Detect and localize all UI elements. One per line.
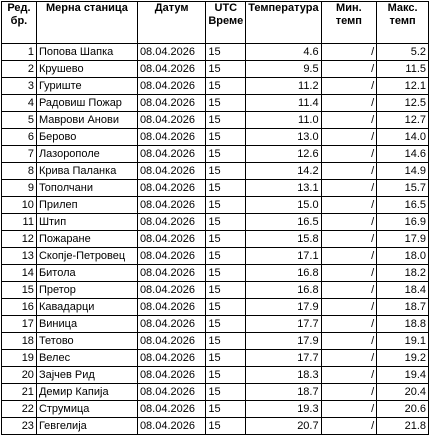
temperature-cell: 16.8 xyxy=(246,265,321,282)
utc-time-cell: 15 xyxy=(206,44,246,61)
table-row xyxy=(2,333,429,350)
utc-time-cell: 15 xyxy=(206,401,246,418)
min-temp-cell: / xyxy=(321,418,377,435)
row-number: 4 xyxy=(2,95,37,112)
station-name: Пожаране xyxy=(36,231,137,248)
utc-time-cell: 15 xyxy=(206,350,246,367)
station-name: Лазорополе xyxy=(36,146,137,163)
min-temp-cell: / xyxy=(321,333,377,350)
utc-time-cell: 15 xyxy=(206,146,246,163)
date-cell: 08.04.2026 xyxy=(137,384,205,401)
station-name: Гевгелија xyxy=(36,418,137,435)
row-number: 19 xyxy=(2,350,37,367)
max-temp-cell: 12.5 xyxy=(377,95,429,112)
max-temp-cell: 20.6 xyxy=(377,401,429,418)
row-number: 8 xyxy=(2,163,37,180)
max-temp-cell: 18.2 xyxy=(377,265,429,282)
min-temp-cell: / xyxy=(321,401,377,418)
date-cell: 08.04.2026 xyxy=(137,78,205,95)
utc-time-cell: 15 xyxy=(206,129,246,146)
table-row xyxy=(2,95,429,112)
min-temp-cell: / xyxy=(321,129,377,146)
min-temp-cell: / xyxy=(321,180,377,197)
table-row xyxy=(2,367,429,384)
row-number: 18 xyxy=(2,333,37,350)
header-min-temp: Мин. темп xyxy=(321,2,377,44)
min-temp-cell: / xyxy=(321,384,377,401)
date-cell: 08.04.2026 xyxy=(137,112,205,129)
max-temp-cell: 18.0 xyxy=(377,248,429,265)
date-cell: 08.04.2026 xyxy=(137,129,205,146)
row-number: 16 xyxy=(2,299,37,316)
row-number: 20 xyxy=(2,367,37,384)
min-temp-cell: / xyxy=(321,299,377,316)
max-temp-cell: 17.9 xyxy=(377,231,429,248)
utc-time-cell: 15 xyxy=(206,112,246,129)
table-row xyxy=(2,214,429,231)
utc-time-cell: 15 xyxy=(206,163,246,180)
utc-time-cell: 15 xyxy=(206,418,246,435)
row-number: 13 xyxy=(2,248,37,265)
row-number: 22 xyxy=(2,401,37,418)
station-name: Скопје-Петровец xyxy=(36,248,137,265)
max-temp-cell: 21.8 xyxy=(377,418,429,435)
date-cell: 08.04.2026 xyxy=(137,401,205,418)
row-number: 15 xyxy=(2,282,37,299)
table-row xyxy=(2,248,429,265)
utc-time-cell: 15 xyxy=(206,316,246,333)
temperature-cell: 11.4 xyxy=(246,95,321,112)
temperature-cell: 14.2 xyxy=(246,163,321,180)
min-temp-cell: / xyxy=(321,231,377,248)
header-temperature: Температура xyxy=(246,2,321,44)
row-number: 17 xyxy=(2,316,37,333)
utc-time-cell: 15 xyxy=(206,384,246,401)
min-temp-cell: / xyxy=(321,248,377,265)
table-row xyxy=(2,299,429,316)
table-row xyxy=(2,231,429,248)
date-cell: 08.04.2026 xyxy=(137,95,205,112)
date-cell: 08.04.2026 xyxy=(137,180,205,197)
table-row xyxy=(2,61,429,78)
row-number: 2 xyxy=(2,61,37,78)
utc-time-cell: 15 xyxy=(206,265,246,282)
min-temp-cell: / xyxy=(321,214,377,231)
temperature-cell: 18.3 xyxy=(246,367,321,384)
header-number: Ред. бр. xyxy=(2,2,37,44)
date-cell: 08.04.2026 xyxy=(137,367,205,384)
date-cell: 08.04.2026 xyxy=(137,61,205,78)
temperature-table xyxy=(1,1,429,435)
temperature-cell: 17.9 xyxy=(246,333,321,350)
header-station: Мерна станица xyxy=(36,2,137,44)
max-temp-cell: 12.7 xyxy=(377,112,429,129)
temperature-cell: 18.7 xyxy=(246,384,321,401)
max-temp-cell: 16.9 xyxy=(377,214,429,231)
table-row xyxy=(2,44,429,61)
temperature-cell: 17.9 xyxy=(246,299,321,316)
max-temp-cell: 18.4 xyxy=(377,282,429,299)
temperature-cell: 16.5 xyxy=(246,214,321,231)
table-row xyxy=(2,78,429,95)
temperature-cell: 15.0 xyxy=(246,197,321,214)
max-temp-cell: 18.8 xyxy=(377,316,429,333)
table-row xyxy=(2,384,429,401)
utc-time-cell: 15 xyxy=(206,367,246,384)
station-name: Крушево xyxy=(36,61,137,78)
utc-time-cell: 15 xyxy=(206,180,246,197)
station-name: Кавадарци xyxy=(36,299,137,316)
station-name: Зајчев Рид xyxy=(36,367,137,384)
date-cell: 08.04.2026 xyxy=(137,163,205,180)
temperature-cell: 20.7 xyxy=(246,418,321,435)
min-temp-cell: / xyxy=(321,265,377,282)
max-temp-cell: 19.1 xyxy=(377,333,429,350)
temperature-cell: 19.3 xyxy=(246,401,321,418)
row-number: 6 xyxy=(2,129,37,146)
station-name: Радовиш Пожар xyxy=(36,95,137,112)
date-cell: 08.04.2026 xyxy=(137,231,205,248)
utc-time-cell: 15 xyxy=(206,248,246,265)
date-cell: 08.04.2026 xyxy=(137,418,205,435)
station-name: Виница xyxy=(36,316,137,333)
date-cell: 08.04.2026 xyxy=(137,214,205,231)
temperature-cell: 4.6 xyxy=(246,44,321,61)
date-cell: 08.04.2026 xyxy=(137,350,205,367)
table-row xyxy=(2,112,429,129)
utc-time-cell: 15 xyxy=(206,197,246,214)
date-cell: 08.04.2026 xyxy=(137,265,205,282)
date-cell: 08.04.2026 xyxy=(137,333,205,350)
max-temp-cell: 18.7 xyxy=(377,299,429,316)
station-name: Струмица xyxy=(36,401,137,418)
station-name: Гуриште xyxy=(36,78,137,95)
table-row xyxy=(2,197,429,214)
temperature-cell: 17.7 xyxy=(246,350,321,367)
temperature-cell: 16.8 xyxy=(246,282,321,299)
temperature-cell: 13.0 xyxy=(246,129,321,146)
min-temp-cell: / xyxy=(321,95,377,112)
table-row xyxy=(2,418,429,435)
header-max-temp: Макс. темп xyxy=(377,2,429,44)
max-temp-cell: 14.0 xyxy=(377,129,429,146)
table-row xyxy=(2,350,429,367)
header-row xyxy=(2,2,429,44)
table-row xyxy=(2,146,429,163)
min-temp-cell: / xyxy=(321,163,377,180)
table-row xyxy=(2,129,429,146)
min-temp-cell: / xyxy=(321,78,377,95)
utc-time-cell: 15 xyxy=(206,333,246,350)
date-cell: 08.04.2026 xyxy=(137,248,205,265)
utc-time-cell: 15 xyxy=(206,214,246,231)
utc-time-cell: 15 xyxy=(206,282,246,299)
min-temp-cell: / xyxy=(321,61,377,78)
station-name: Тополчани xyxy=(36,180,137,197)
min-temp-cell: / xyxy=(321,282,377,299)
station-name: Прилеп xyxy=(36,197,137,214)
date-cell: 08.04.2026 xyxy=(137,299,205,316)
temperature-cell: 15.8 xyxy=(246,231,321,248)
min-temp-cell: / xyxy=(321,146,377,163)
station-name: Велес xyxy=(36,350,137,367)
row-number: 14 xyxy=(2,265,37,282)
max-temp-cell: 12.1 xyxy=(377,78,429,95)
min-temp-cell: / xyxy=(321,44,377,61)
date-cell: 08.04.2026 xyxy=(137,197,205,214)
utc-time-cell: 15 xyxy=(206,299,246,316)
temperature-cell: 17.1 xyxy=(246,248,321,265)
header-utc-time: UTC Време xyxy=(206,2,246,44)
table-row xyxy=(2,163,429,180)
max-temp-cell: 14.9 xyxy=(377,163,429,180)
station-name: Берово xyxy=(36,129,137,146)
min-temp-cell: / xyxy=(321,112,377,129)
date-cell: 08.04.2026 xyxy=(137,282,205,299)
station-name: Штип xyxy=(36,214,137,231)
header-date: Датум xyxy=(137,2,205,44)
row-number: 9 xyxy=(2,180,37,197)
min-temp-cell: / xyxy=(321,350,377,367)
max-temp-cell: 19.2 xyxy=(377,350,429,367)
row-number: 23 xyxy=(2,418,37,435)
max-temp-cell: 5.2 xyxy=(377,44,429,61)
utc-time-cell: 15 xyxy=(206,78,246,95)
date-cell: 08.04.2026 xyxy=(137,44,205,61)
temperature-cell: 17.7 xyxy=(246,316,321,333)
temperature-cell: 11.0 xyxy=(246,112,321,129)
station-name: Демир Капија xyxy=(36,384,137,401)
temperature-cell: 13.1 xyxy=(246,180,321,197)
row-number: 21 xyxy=(2,384,37,401)
temperature-cell: 9.5 xyxy=(246,61,321,78)
table-row xyxy=(2,265,429,282)
min-temp-cell: / xyxy=(321,197,377,214)
utc-time-cell: 15 xyxy=(206,61,246,78)
max-temp-cell: 11.5 xyxy=(377,61,429,78)
min-temp-cell: / xyxy=(321,316,377,333)
table-row xyxy=(2,316,429,333)
station-name: Маврови Анови xyxy=(36,112,137,129)
row-number: 5 xyxy=(2,112,37,129)
station-name: Претор xyxy=(36,282,137,299)
temperature-cell: 12.6 xyxy=(246,146,321,163)
max-temp-cell: 20.4 xyxy=(377,384,429,401)
station-name: Крива Паланка xyxy=(36,163,137,180)
date-cell: 08.04.2026 xyxy=(137,146,205,163)
station-name: Попова Шапка xyxy=(36,44,137,61)
utc-time-cell: 15 xyxy=(206,95,246,112)
max-temp-cell: 15.7 xyxy=(377,180,429,197)
max-temp-cell: 14.6 xyxy=(377,146,429,163)
utc-time-cell: 15 xyxy=(206,231,246,248)
row-number: 12 xyxy=(2,231,37,248)
min-temp-cell: / xyxy=(321,367,377,384)
station-name: Битола xyxy=(36,265,137,282)
max-temp-cell: 16.5 xyxy=(377,197,429,214)
station-name: Тетово xyxy=(36,333,137,350)
row-number: 3 xyxy=(2,78,37,95)
row-number: 10 xyxy=(2,197,37,214)
temperature-cell: 11.2 xyxy=(246,78,321,95)
date-cell: 08.04.2026 xyxy=(137,316,205,333)
max-temp-cell: 19.4 xyxy=(377,367,429,384)
table-row xyxy=(2,282,429,299)
table-body xyxy=(2,44,429,435)
row-number: 7 xyxy=(2,146,37,163)
row-number: 11 xyxy=(2,214,37,231)
row-number: 1 xyxy=(2,44,37,61)
table-row xyxy=(2,180,429,197)
table-row xyxy=(2,401,429,418)
